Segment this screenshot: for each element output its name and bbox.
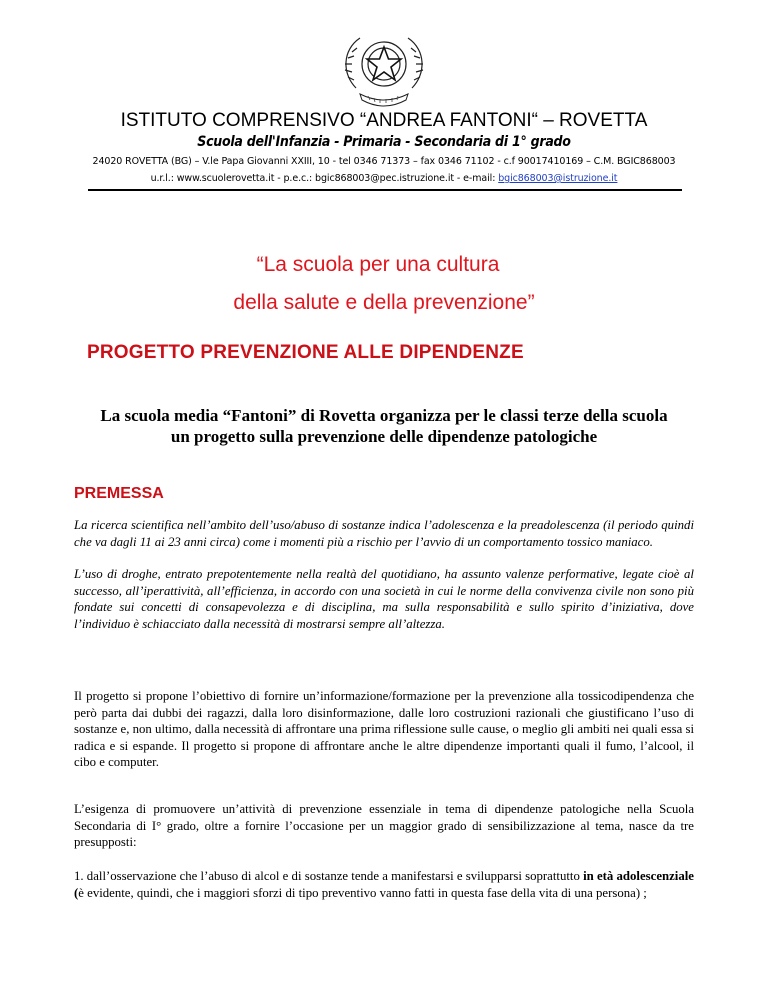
project-title: PROGETTO PREVENZIONE ALLE DIPENDENZE	[87, 342, 524, 363]
premessa-heading: PREMESSA	[74, 485, 164, 502]
p5-bold: in età adolescenziale (	[74, 869, 694, 900]
prevention-need-paragraph: L’esigenza di promuovere un’attività di prevenzione essenziale in tema di dipendenze patologiche nella Scuola Secondaria di I° grado, oltre a fornire l’occasione per un maggior grado di sensibilizzazione al tema, nasce da tre presupposti:	[74, 802, 694, 850]
italian-republic-emblem-icon	[334, 30, 434, 112]
school-contacts	[0, 173, 768, 184]
school-levels: Scuola dell'Infanzia - Primaria - Secondaria di 1° grado	[197, 134, 571, 150]
presupposition-1-paragraph	[74, 868, 694, 901]
intro-heading: La scuola media “Fantoni” di Rovetta organizza per le classi terze della scuola un progetto sulla prevenzione delle dipendenze patologiche	[100, 406, 668, 446]
project-objective-paragraph: Il progetto si propone l’obiettivo di fornire un’informazione/formazione per la prevenzione alla tossicodipendenza che però parta dai dubbi dei ragazzi, dalla loro disinformazione, dalle loro costruzioni razionali che giustificano l’uso di sostanze e, non ultimo, dalla necessità di affrontare una prima riflessione sulle cause, o meglio gli ambiti nei quali essa si radica e si espande. Il progetto si propone di affrontare anche le altre dipendenze importanti quali il fumo, l’alcool, il cibo e computer.	[74, 689, 694, 770]
p5-end: è evidente, quindi, che i maggiori sforzi di tipo preventivo vanno fatti in questa fase della vita di una persona) ;	[78, 885, 647, 900]
premessa-paragraph-1: La ricerca scientifica nell’ambito dell’uso/abuso di sostanze indica l’adolescenza e la preadolescenza (il periodo quindi che va dagli 11 ai 23 anni circa) come i momenti più a rischio per l’avvio di un comportamento tossico maniaco.	[74, 518, 694, 549]
slogan-line-2: della salute e della prevenzione”	[233, 291, 535, 314]
contacts-text: u.r.l.: www.scuolerovetta.it - p.e.c.: bgic868003@pec.istruzione.it - e-mail:	[150, 173, 499, 184]
premessa-paragraph-2: L’uso di droghe, entrato prepotentemente nella realtà del quotidiano, ha assunto valenze performative, legate cioè al successo, all’iperattività, all’efficienza, in accordo con una società in cui le norme della convivenza civile non sono più fondate sui concetti di consapevolezza e di disciplina, ma sulla responsabilità e sullo spirito d’iniziativa, dove l’individuo è schiacciato dalla necessità di mostrarsi sempre all’altezza.	[74, 567, 694, 631]
school-address: 24020 ROVETTA (BG) – V.le Papa Giovanni XXIII, 10 - tel 0346 71373 – fax 0346 71102 - c.f 90017410169 – C.M. BGIC868003	[92, 156, 676, 167]
slogan-line-1: “La scuola per una cultura	[256, 253, 500, 276]
p5-start: 1. dall’osservazione che l’abuso di alcol e di sostanze tende a manifestarsi e svilupparsi soprattutto	[74, 869, 584, 883]
school-name: ISTITUTO COMPRENSIVO “ANDREA FANTONI“ – ROVETTA	[120, 110, 648, 131]
email-link[interactable]: bgic868003@istruzione.it	[498, 173, 618, 184]
header-divider	[88, 189, 682, 191]
